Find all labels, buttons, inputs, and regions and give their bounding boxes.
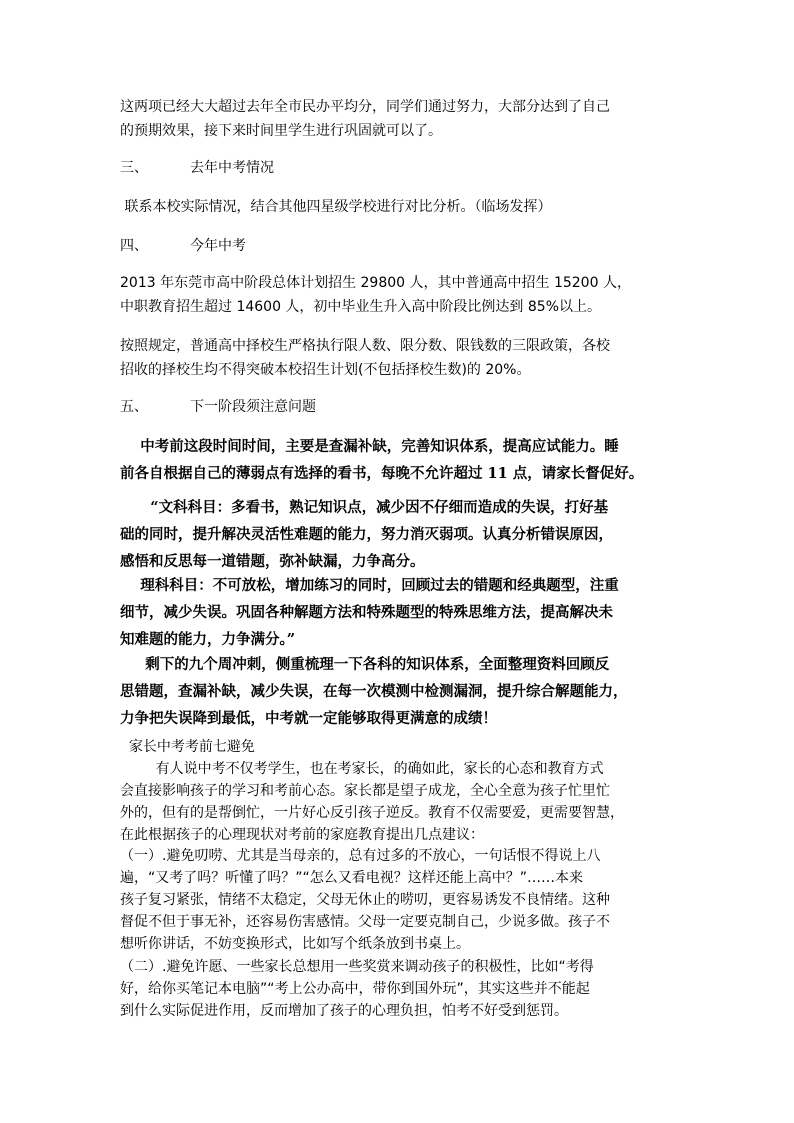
paragraph-policy: 按照规定，普通高中择校生严格执行限人数、限分数、限钱数的三限政策，各校 招收的择校生均不得突破本校招生计划(不包括择校生数)的 20%。 <box>120 338 610 378</box>
subsection-title: 家长中考考前七避免 <box>120 739 255 755</box>
section-heading-5: 五、 下一阶段须注意问题 <box>120 399 316 415</box>
bold-paragraph-sprint: 剩下的九个周冲刺，侧重梳理一下各科的知识体系，全面整理资料回顾反 思错题，查漏补缺，减少失误，在每一次模测中检测漏洞，提升综合解题能力， 力争把失误降到最低，中考就一定能够取得更满意的成绩！ <box>120 656 628 727</box>
bold-paragraph-science: 理科科目：不可放松，增加练习的同时，回顾过去的错题和经典题型，注重 细节，减少失误。巩固各种解题方法和特殊题型的特殊思维方法，提高解决未 知难题的能力，力争满分。” <box>120 577 619 648</box>
paragraph-enrollment: 2013 年东莞市高中阶段总体计划招生 29800 人，其中普通高中招生 15200 人， 中职教育招生超过 14600 人，初中毕业生升入高中阶段比例达到 85%以上。 <box>120 275 631 315</box>
list-item-nagging: （一）.避免叨唠、尤其是当母亲的，总有过多的不放心，一句话恨不得说上八 遍，“又考了吗？听懂了吗？”“怎么又看电视？这样还能上高中？”……本来 孩子复习紧张，情绪不太稳定，父母无休止的唠叨，更容易诱发不良情绪。这种 督促不但于事无补，还容易伤害感情。父母一定要克制自己，少说多做。孩子不 想听你讲话，不妨变换形式，比如写个纸条放到书桌上。 <box>120 848 610 952</box>
section-heading-3: 三、 去年中考情况 <box>120 160 274 176</box>
paragraph-scores: 这两项已经大大超过去年全市民办平均分，同学们通过努力，大部分达到了自己 的预期效果，接下来时间里学生进行巩固就可以了。 <box>120 99 610 139</box>
bold-paragraph-review: 中考前这段时间时间，主要是查漏补缺，完善知识体系，提高应试能力。睡 前各自根据自己的薄弱点有选择的看书，每晚不允许超过 11 点，请家长督促好。 <box>120 438 644 482</box>
bold-paragraph-liberal-arts: “文科科目：多看书，熟记知识点，减少因不仔细而造成的失误，打好基 础的同时，提升解决灵活性难题的能力，努力消灭弱项。认真分析错误原因， 感悟和反思每一道错题，弥补缺漏，力争高分。 <box>120 499 613 570</box>
section-heading-4: 四、 今年中考 <box>120 238 246 254</box>
paragraph-analysis: 联系本校实际情况，结合其他四星级学校进行对比分析。（临场发挥） <box>120 199 552 215</box>
list-item-promises: （二）.避免许愿、一些家长总想用一些奖赏来调动孩子的积极性，比如“考得 好，给你买笔记本电脑”“考上公办高中，带你到国外玩”，其实这些并不能起 到什么实际促进作用，反而增加了孩子的心理负担，怕考不好受到惩罚。 <box>120 959 594 1019</box>
paragraph-parents: 有人说中考不仅考学生，也在考家长，的确如此，家长的心态和教育方式 会直接影响孩子的学习和考前心态。家长都是望子成龙，全心全意为孩子忙里忙 外的，但有的是帮倒忙，一片好心反引孩子逆反。教育不仅需要爱，更需要智慧， 在此根据孩子的心理现状对考前的家庭教育提出几点建议： <box>120 761 624 843</box>
